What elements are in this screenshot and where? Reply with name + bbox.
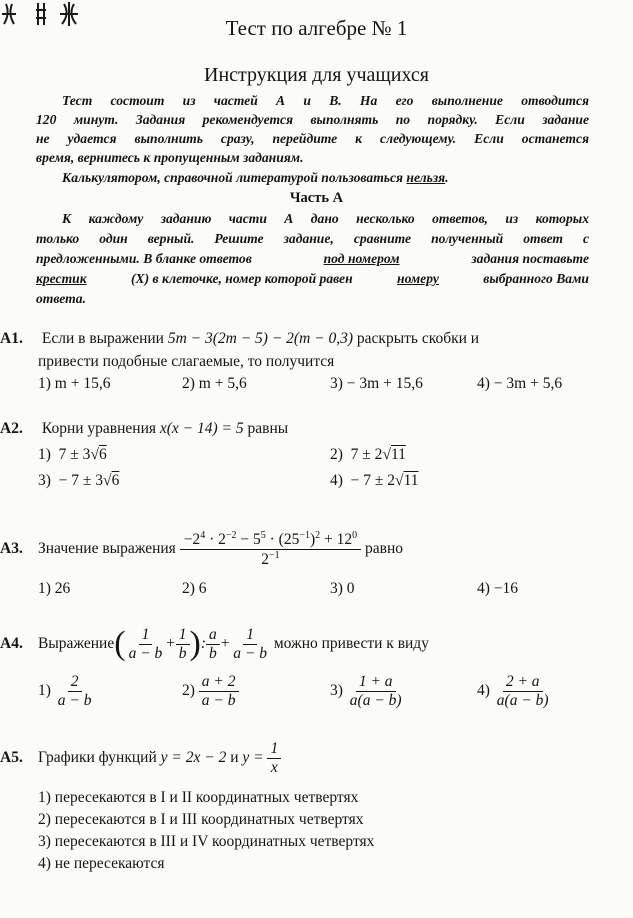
instructions-line-4: время, вернитесь к пропущенным заданиям.: [36, 150, 304, 165]
a1-expression: 5m − 3(2m − 5) − 2(m − 0,3): [167, 330, 354, 347]
a1-option-2: 2) m + 5,6: [182, 375, 247, 392]
a5-option-1: 1) пересекаются в I и II координатных четвертях: [38, 789, 359, 806]
calculator-rule: Калькулятором, справочной литературой пользоваться нельзя.: [62, 170, 449, 185]
question-a1-line-2: привести подобные слагаемые, то получится: [38, 353, 335, 370]
question-a3: А3. Значение выражения $\frac{-2^4 \cdot 2^{-2} - 5^5 \cdot (25^{-1})^2 + 12^0}{2^{-1}}$ равно: [0, 530, 404, 569]
a5-option-4: 4) не пересекаются: [38, 855, 165, 872]
page-title: Тест по алгебре № 1: [225, 16, 408, 40]
a1-option-4: 4) − 3m + 5,6: [477, 375, 563, 392]
a4-option-2: 2) $\frac{a + 2}{a - b}$: [182, 673, 239, 710]
a3-option-2: 2) 6: [182, 580, 207, 597]
part-a-intro-line-2: только один верный. Решите задание, сравните полученный ответ с: [36, 231, 589, 246]
a4-option-3: 3) $\frac{1 + a}{a(a - b)}$: [330, 673, 402, 709]
a5-option-2: 2) пересекаются в I и III координатных четвертях: [38, 811, 364, 828]
forbidden-word: нельзя: [406, 170, 446, 185]
a1-option-1: 1) m + 15,6: [38, 375, 111, 392]
a4-option-1: 1) $\frac{2}{a - b}$: [38, 673, 92, 709]
a2-option-4: 4) − 7 ± 2√11: [330, 472, 419, 489]
instructions-line-1: Тест состоит из частей А и В. На его выполнение отводится: [62, 93, 589, 108]
a3-option-4: 4) −16: [477, 580, 519, 597]
a3-fraction: $\frac{-2^4 \cdot 2^{-2} - 5^5 \cdot (25^{-1})^2 + 12^0}{2^{-1}}$: [180, 530, 361, 569]
question-a2: А2. Корни уравнения x(x − 14) = 5 равны: [0, 420, 289, 437]
a3-option-1: 1) 26: [38, 580, 71, 597]
a4-option-4: 4) $\frac{2 + a}{a(a - b)}$: [477, 673, 549, 709]
part-a-intro-line-3: предложенными. В бланке ответов под номером задания поставьте: [36, 251, 589, 266]
a1-option-3: 3) − 3m + 15,6: [330, 375, 423, 392]
a5-function-2: y = $\frac{1}{x}$: [242, 740, 281, 777]
a2-option-2: 2) 7 ± 2√11: [330, 446, 406, 463]
part-a-title: Часть А: [289, 190, 344, 206]
part-a-intro-line-4: крестик (X) в клеточке, номер которой равен номеру выбранного Вами: [36, 271, 589, 286]
part-a-intro-line-1: К каждому заданию части А дано несколько ответов, из которых: [62, 211, 589, 226]
question-a1: А1. Если в выражении 5m − 3(2m − 5) − 2(m − 0,3) раскрыть скобки и: [0, 330, 480, 347]
a4-expression: ( $\frac{1}{a - b}$ + $\frac{1}{b}$ ) : $\frac{a}{b}$ + $\frac{1}{a - b}$: [114, 625, 267, 663]
a5-option-3: 3) пересекаются в III и IV координатных четвертях: [38, 833, 375, 850]
a2-option-3: 3) − 7 ± 3√6: [38, 472, 120, 489]
a5-function-1: y = 2x − 2: [160, 749, 227, 767]
instructions-line-2: 120 минут. Задания рекомендуется выполнять по порядку. Если задание: [36, 112, 589, 127]
a2-option-1: 1) 7 ± 3√6: [38, 446, 107, 463]
instructions-title: Инструкция для учащихся: [204, 64, 429, 86]
a3-option-3: 3) 0: [330, 580, 355, 597]
instructions-line-3: не удается выполнить сразу, перейдите к следующему. Если останется: [36, 131, 589, 146]
a2-equation: x(x − 14) = 5: [159, 420, 244, 437]
question-a4: А4. Выражение ( $\frac{1}{a - b}$ + $\frac{1}{b}$ ) : $\frac{a}{b}$ + $\frac{1}{a - b}$ можно привести к виду: [0, 625, 429, 663]
question-a5: А5. Графики функций y = 2x − 2 и y = $\frac{1}{x}$: [0, 740, 281, 777]
part-a-intro-line-5: ответа.: [36, 291, 86, 306]
